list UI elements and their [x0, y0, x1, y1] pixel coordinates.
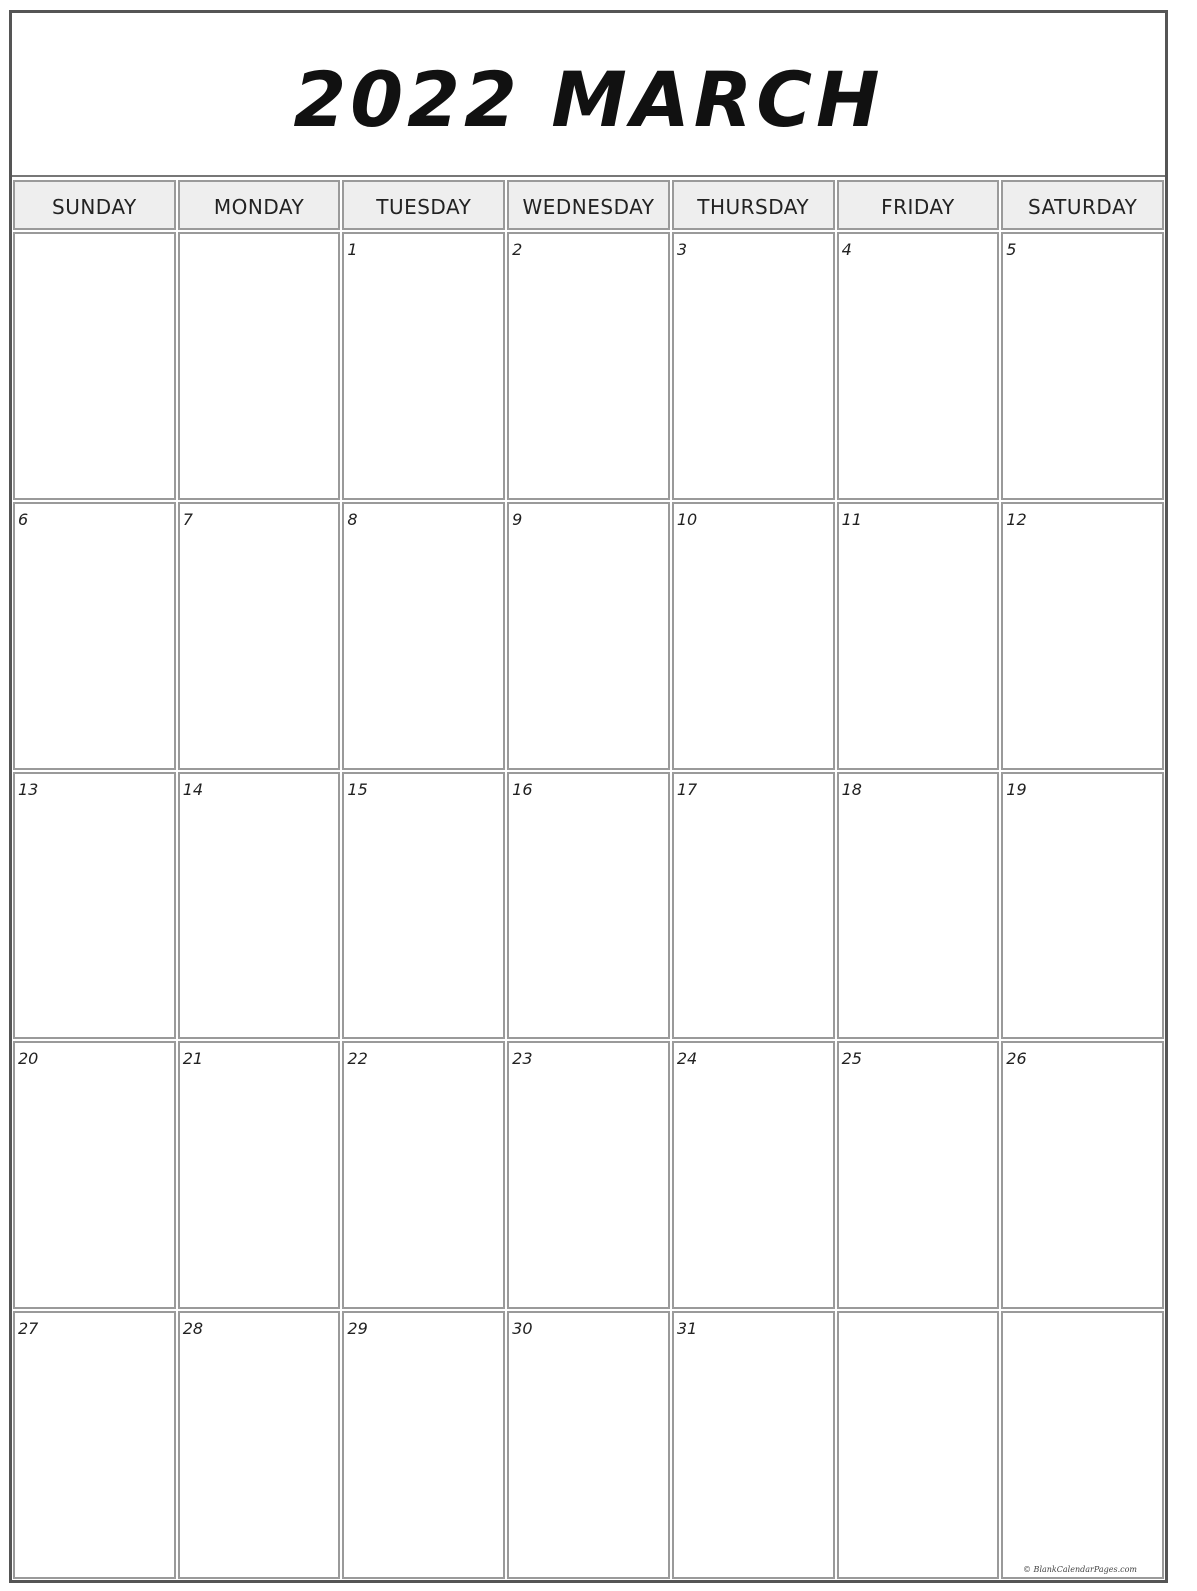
day-number: 26 [1006, 1049, 1027, 1069]
day-cell [342, 1311, 505, 1579]
day-cell [672, 1041, 835, 1309]
day-cell [342, 1041, 505, 1309]
day-number: 4 [841, 240, 852, 259]
day-number: 3 [676, 240, 688, 259]
day-number: 29 [347, 1319, 368, 1339]
day-number: 17 [676, 779, 698, 799]
day-number: 10 [676, 509, 698, 529]
day-cell [1001, 1311, 1164, 1579]
day-cell [1001, 232, 1164, 500]
weekday-header-thursday: THURSDAY [672, 180, 835, 230]
day-number: 31 [676, 1319, 698, 1339]
day-number: 9 [512, 509, 523, 529]
day-cell [672, 772, 835, 1040]
day-number: 27 [18, 1319, 39, 1339]
title-divider [12, 175, 1165, 177]
day-cell [1001, 502, 1164, 770]
weekday-header-sunday: SUNDAY [13, 180, 176, 230]
day-cell [178, 772, 341, 1040]
weekday-header-monday: MONDAY [178, 180, 341, 230]
weekday-header-wednesday: WEDNESDAY [507, 180, 670, 230]
day-number: 30 [512, 1319, 533, 1339]
day-number: 23 [512, 1049, 533, 1069]
day-cell [178, 1311, 341, 1579]
day-number: 13 [18, 779, 39, 799]
day-cell [672, 502, 835, 770]
day-cell [1001, 772, 1164, 1040]
weekday-header-saturday: SATURDAY [1001, 180, 1164, 230]
day-number: 8 [347, 509, 358, 529]
day-cell [507, 232, 670, 500]
day-number: 6 [18, 509, 29, 529]
day-number: 1 [347, 240, 358, 259]
weekday-header-tuesday: TUESDAY [342, 180, 505, 230]
day-cell [507, 772, 670, 1040]
day-cell [837, 772, 1000, 1040]
day-cell [13, 1041, 176, 1309]
calendar-title: 2022 MARCH [293, 54, 884, 144]
day-cell [13, 232, 176, 500]
day-number: 28 [182, 1319, 204, 1339]
day-cell [507, 1311, 670, 1579]
calendar-grid [12, 179, 1165, 1580]
day-cell [178, 502, 341, 770]
calendar-page [9, 10, 1168, 1583]
day-cell [178, 232, 341, 500]
day-cell [13, 1311, 176, 1579]
weekday-header-friday: FRIDAY [837, 180, 1000, 230]
day-number: 21 [182, 1049, 204, 1069]
day-cell [342, 232, 505, 500]
day-number: 5 [1006, 240, 1017, 259]
day-number: 18 [841, 779, 862, 799]
day-number: 14 [182, 779, 204, 799]
day-number: 7 [182, 509, 193, 529]
day-number: 24 [676, 1049, 698, 1069]
day-number: 16 [512, 779, 533, 799]
day-cell [837, 1311, 1000, 1579]
day-cell [507, 502, 670, 770]
day-cell [837, 232, 1000, 500]
day-cell [507, 1041, 670, 1309]
day-number: 12 [1006, 509, 1027, 529]
day-number: 22 [347, 1049, 368, 1069]
day-number: 19 [1006, 779, 1027, 799]
day-number: 20 [18, 1049, 39, 1069]
day-cell [342, 502, 505, 770]
day-cell [672, 232, 835, 500]
copyright-credit: © BlankCalendarPages.com [1023, 1565, 1137, 1574]
day-cell [13, 772, 176, 1040]
day-number: 2 [512, 240, 523, 259]
day-number: 15 [347, 779, 368, 799]
day-number: 25 [841, 1049, 862, 1069]
day-cell [837, 1041, 1000, 1309]
day-cell [672, 1311, 835, 1579]
day-cell [837, 502, 1000, 770]
day-cell [178, 1041, 341, 1309]
day-cell [1001, 1041, 1164, 1309]
day-cell [342, 772, 505, 1040]
day-number: 11 [841, 509, 862, 529]
day-cell [13, 502, 176, 770]
